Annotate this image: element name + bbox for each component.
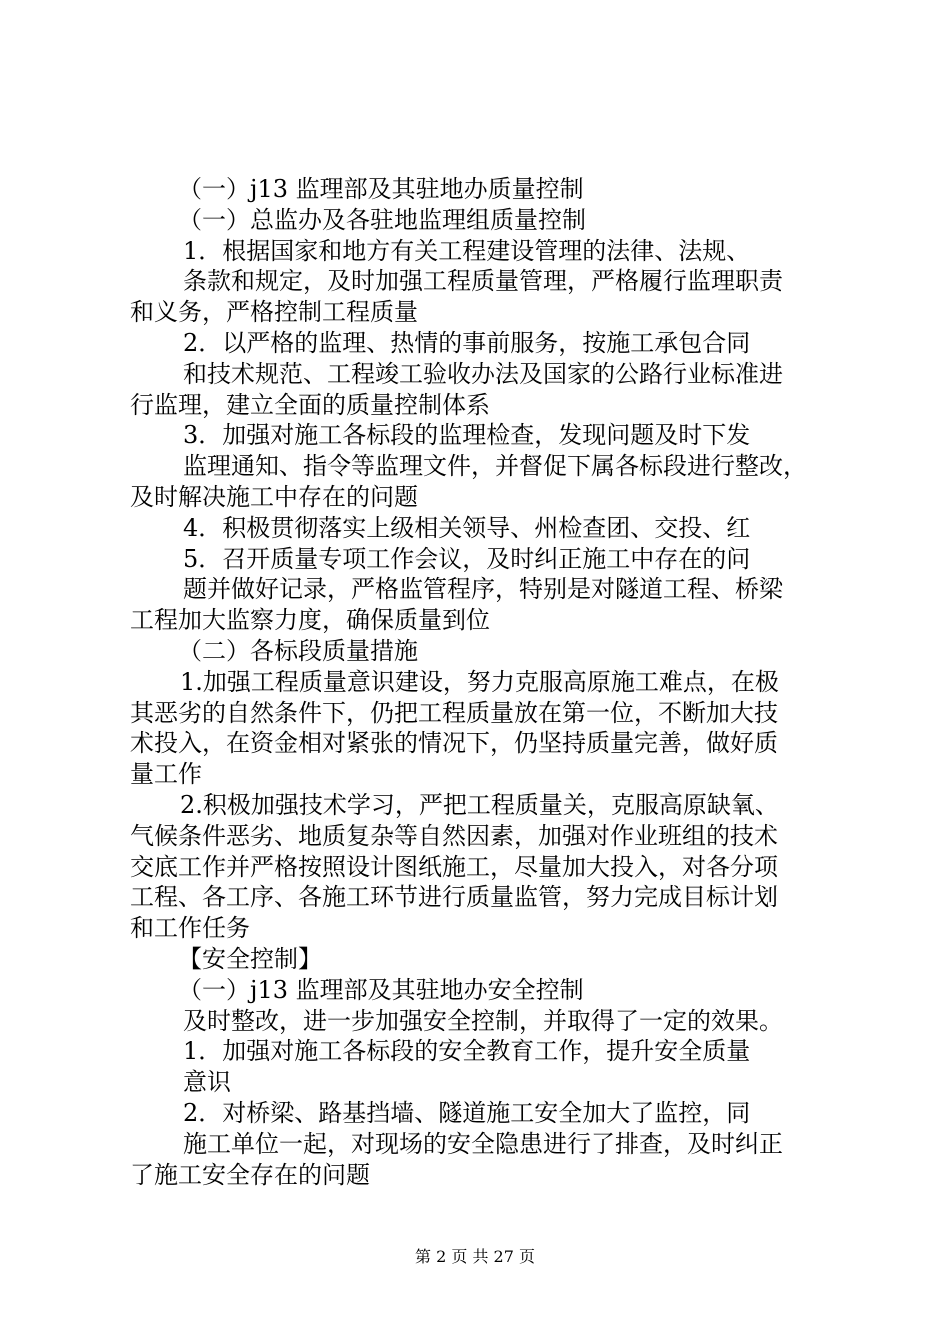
- text-line: 1.加强工程质量意识建设，努力克服高原施工难点，在极: [180, 667, 779, 696]
- text-line: 2．对桥梁、路基挡墙、隧道施工安全加大了监控，同: [183, 1098, 751, 1127]
- text-line: 工程、各工序、各施工环节进行质量监管，努力完成目标计划: [130, 883, 778, 912]
- text-line: 交底工作并严格按照设计图纸施工，尽量加大投入，对各分项: [130, 852, 778, 881]
- text-line: 2．以严格的监理、热情的事前服务，按施工承包合同: [183, 328, 751, 357]
- page-footer: 第 2 页 共 27 页: [415, 1247, 535, 1266]
- text-line: 题并做好记录，严格监管程序，特别是对隧道工程、桥梁: [183, 575, 783, 604]
- text-line: 和义务，严格控制工程质量: [130, 298, 418, 327]
- text-line: 1．加强对施工各标段的安全教育工作，提升安全质量: [183, 1037, 751, 1066]
- text-line: 4．积极贯彻落实上级相关领导、州检查团、交投、红: [183, 513, 751, 542]
- text-line: 量工作: [130, 760, 202, 789]
- text-line: 其恶劣的自然条件下，仍把工程质量放在第一位，不断加大技: [130, 698, 778, 727]
- text-line: 【安全控制】: [178, 944, 322, 973]
- text-line: 2.积极加强技术学习，严把工程质量关，克服高原缺氧、: [180, 790, 779, 819]
- text-line: 意识: [183, 1068, 231, 1097]
- text-line: 行监理，建立全面的质量控制体系: [130, 390, 490, 419]
- document-body: [130, 174, 830, 1190]
- text-line: 气候条件恶劣、地质复杂等自然因素，加强对作业班组的技术: [130, 821, 778, 850]
- text-line: （一）j13 监理部及其驻地办质量控制: [178, 175, 584, 203]
- text-line: 术投入，在资金相对紧张的情况下，仍坚持质量完善，做好质: [130, 729, 778, 758]
- text-line: （一）总监办及各驻地监理组质量控制: [178, 205, 586, 234]
- text-line: 了施工安全存在的问题: [130, 1160, 370, 1189]
- text-line: （一）j13 监理部及其驻地办安全控制: [178, 975, 584, 1004]
- text-line: （二）各标段质量措施: [178, 636, 418, 665]
- text-line: 5．召开质量专项工作会议，及时纠正施工中存在的问: [183, 544, 751, 573]
- text-line: 1．根据国家和地方有关工程建设管理的法律、法规、: [183, 236, 751, 265]
- text-line: 监理通知、指令等监理文件，并督促下属各标段进行整改，: [183, 452, 807, 481]
- text-line: 及时解决施工中存在的问题: [130, 482, 418, 511]
- text-line: 条款和规定，及时加强工程质量管理，严格履行监理职责: [183, 267, 783, 296]
- text-line: 施工单位一起，对现场的安全隐患进行了排查，及时纠正: [183, 1129, 783, 1158]
- text-line: 和技术规范、工程竣工验收办法及国家的公路行业标准进: [183, 359, 783, 388]
- text-line: 和工作任务: [130, 914, 250, 943]
- text-line: 及时整改，进一步加强安全控制，并取得了一定的效果。: [183, 1006, 783, 1035]
- text-line: 3．加强对施工各标段的监理检查，发现问题及时下发: [183, 421, 751, 450]
- text-line: 工程加大监察力度，确保质量到位: [130, 606, 490, 635]
